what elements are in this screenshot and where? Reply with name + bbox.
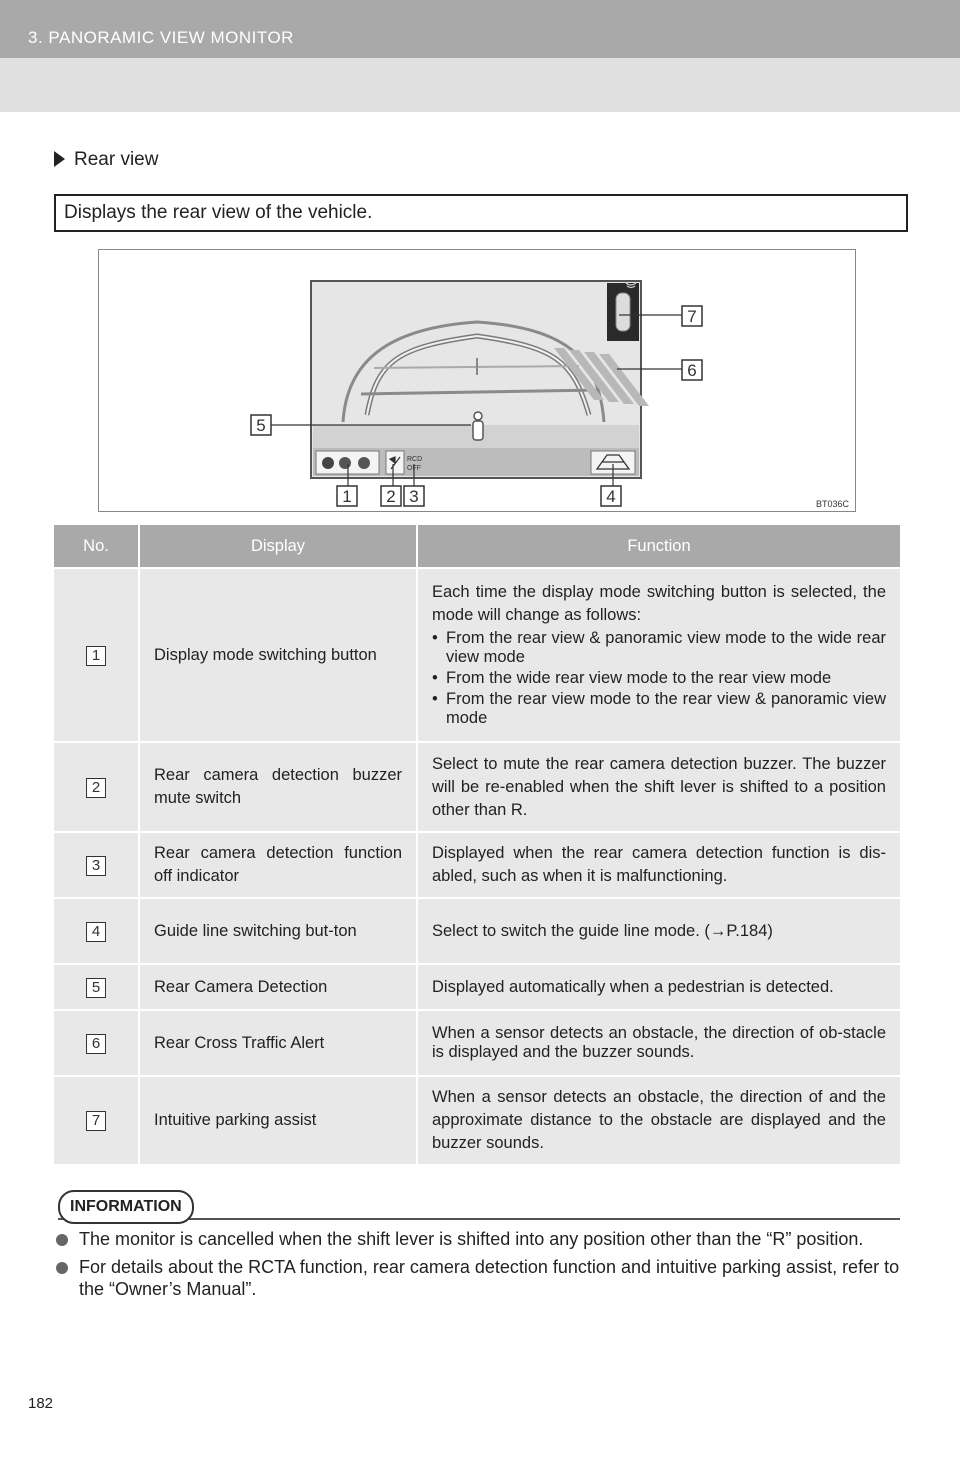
table-row xyxy=(54,964,900,1010)
row-number-box: 5 xyxy=(86,978,106,998)
display-cell: Rear camera detection function off indicator xyxy=(139,832,417,898)
display-cell: Rear camera detection buzzer mute switch xyxy=(139,742,417,832)
mode-icon xyxy=(322,457,334,469)
section-heading xyxy=(54,149,158,171)
display-cell: Rear Cross Traffic Alert xyxy=(139,1010,417,1076)
row-number-box: 3 xyxy=(86,856,106,876)
list-item xyxy=(54,1256,900,1300)
rear-view-illustration xyxy=(99,250,855,511)
information-badge: INFORMATION xyxy=(58,1190,194,1224)
row-number-box: 4 xyxy=(86,922,106,942)
list-item: • From the rear view mode to the rear view & panoramic view mode xyxy=(432,690,886,728)
function-table xyxy=(54,525,900,1164)
callout-1: 1 xyxy=(342,487,352,506)
mode-bullet-list xyxy=(432,629,886,728)
header-function: Function xyxy=(417,525,900,568)
function-cell: Select to mute the rear camera detection buzzer. The buzzer will be re-enabled when the shift lever is shifted to a position other than R. xyxy=(417,742,900,832)
table-header-row xyxy=(54,525,900,568)
list-item: • From the wide rear view mode to the rear view mode xyxy=(432,669,886,688)
table-row xyxy=(54,568,900,742)
row-number-box: 6 xyxy=(86,1034,106,1054)
row-number-box: 7 xyxy=(86,1111,106,1131)
information-list xyxy=(54,1228,900,1306)
callout-7: 7 xyxy=(687,307,697,326)
chapter-title: 3. PANORAMIC VIEW MONITOR xyxy=(28,28,294,47)
table-row xyxy=(54,742,900,832)
function-cell: When a sensor detects an obstacle, the direction of ob-stacle is displayed and the buzzer sounds. xyxy=(417,1010,900,1076)
callout-6: 6 xyxy=(687,361,697,380)
display-cell: Display mode switching button xyxy=(139,568,417,742)
figure-code: BT036C xyxy=(815,499,849,509)
display-cell: Rear Camera Detection xyxy=(139,964,417,1010)
car-top-icon xyxy=(616,293,630,331)
header-display: Display xyxy=(139,525,417,568)
bullet-dot-icon xyxy=(56,1262,68,1274)
callout-3: 3 xyxy=(409,487,419,506)
function-cell xyxy=(417,568,900,742)
bullet-dot-icon xyxy=(56,1234,68,1246)
information-text: For details about the RCTA function, rear camera detection function and intuitive parking assist, refer to the “Owner’s Manual”. xyxy=(79,1257,900,1299)
table-row xyxy=(54,1010,900,1076)
figure-caption-box: Displays the rear view of the vehicle. xyxy=(54,194,908,232)
section-title: Rear view xyxy=(74,149,159,170)
rcd-off-text-1: RCD xyxy=(407,456,423,463)
list-item: • From the rear view & panoramic view mode to the wide rear view mode xyxy=(432,629,886,667)
triangle-bullet-icon xyxy=(54,151,65,167)
table-row xyxy=(54,898,900,964)
function-cell: Select to switch the guide line mode. (→P.184) xyxy=(417,898,900,964)
table-row xyxy=(54,1076,900,1164)
display-cell: Intuitive parking assist xyxy=(139,1076,417,1164)
rcd-off-text-2: OFF xyxy=(407,465,421,472)
function-cell: When a sensor detects an obstacle, the direction of and the approximate distance to the obstacle are displayed and the buzzer sounds. xyxy=(417,1076,900,1164)
display-cell: Guide line switching but-ton xyxy=(139,898,417,964)
callout-5: 5 xyxy=(256,416,266,435)
information-text: The monitor is cancelled when the shift lever is shifted into any position other than the “R” position. xyxy=(79,1229,864,1249)
table-row xyxy=(54,832,900,898)
callout-2: 2 xyxy=(386,487,396,506)
callout-4: 4 xyxy=(606,487,616,506)
page-header xyxy=(0,0,960,112)
function-lead: Each time the display mode switching button is selected, the mode will change as follows: xyxy=(432,582,886,624)
header-no: No. xyxy=(54,525,139,568)
row-number-box: 1 xyxy=(86,646,106,666)
page-number: 182 xyxy=(28,1395,54,1412)
list-item xyxy=(54,1228,900,1250)
function-cell: Displayed automatically when a pedestrian is detected. xyxy=(417,964,900,1010)
function-cell: Displayed when the rear camera detection function is dis-abled, such as when it is malfunctioning. xyxy=(417,832,900,898)
rear-view-figure xyxy=(98,249,856,512)
row-number-box: 2 xyxy=(86,778,106,798)
pedestrian-icon xyxy=(473,412,483,440)
